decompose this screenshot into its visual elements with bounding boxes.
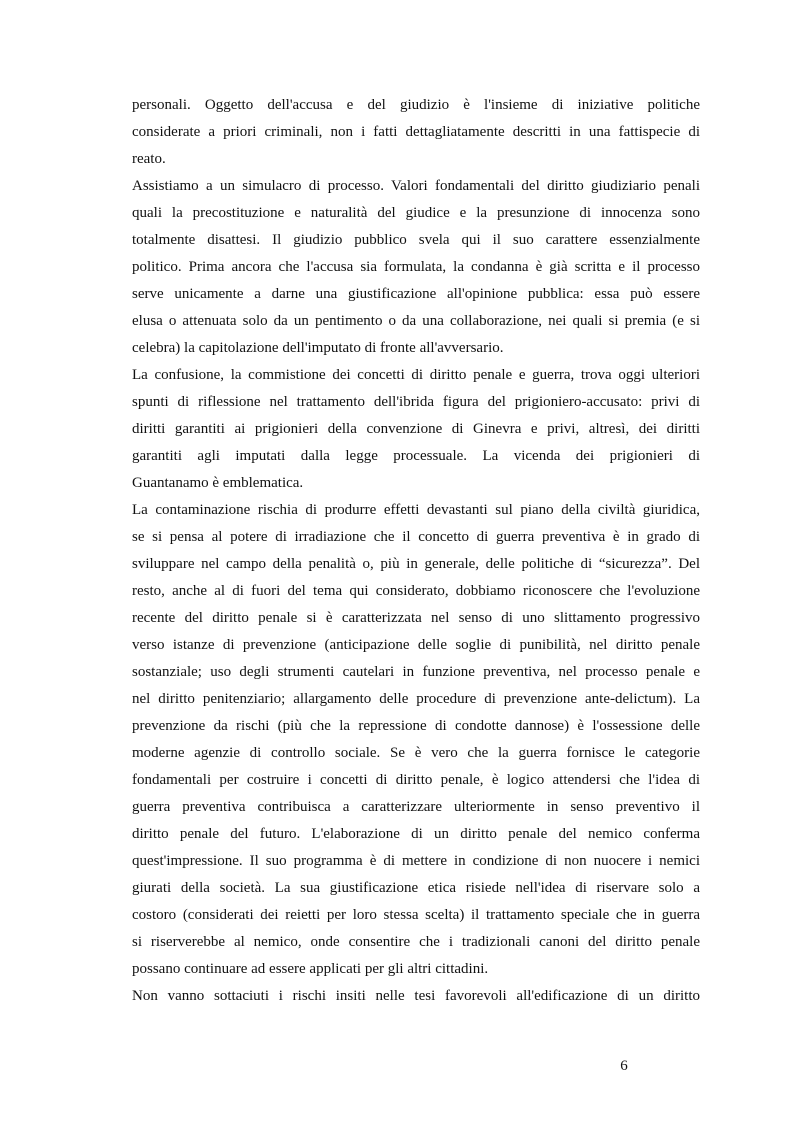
text-line: celebra) la capitolazione dell'imputato di fronte all'avversario. (132, 340, 504, 356)
document-body (132, 92, 700, 1010)
text-line: guerra preventiva contribuisca a caratterizzare ulteriormente in senso preventivo il (132, 799, 700, 815)
text-line: quali la precostituzione e naturalità del giudice e la presunzione di innocenza sono (132, 205, 700, 221)
text-line: giurati della società. La sua giustificazione etica risiede nell'idea di riservare solo a (132, 880, 700, 896)
text-line: prevenzione da rischi (più che la repressione di condotte dannose) è l'ossessione delle (132, 718, 700, 734)
text-line: si riserverebbe al nemico, onde consentire che i tradizionali canoni del diritto penale (132, 934, 700, 950)
page-number: 6 (620, 1058, 628, 1074)
text-line: considerate a priori criminali, non i fatti dettagliatamente descritti in una fattispecie di (132, 124, 700, 140)
text-line: reato. (132, 151, 166, 167)
text-line: moderne agenzie di controllo sociale. Se è vero che la guerra fornisce le categorie (132, 745, 700, 761)
text-line: garantiti agli imputati dalla legge processuale. La vicenda dei prigionieri di (132, 448, 700, 464)
text-line: se si pensa al potere di irradiazione che il concetto di guerra preventiva è in grado di (132, 529, 700, 545)
text-line: sostanziale; uso degli strumenti cautelari in funzione preventiva, nel processo penale e (132, 664, 700, 680)
text-line: Guantanamo è emblematica. (132, 475, 304, 491)
text-line: verso istanze di prevenzione (anticipazione delle soglie di punibilità, nel diritto penale (132, 637, 700, 653)
text-line: Non vanno sottaciuti i rischi insiti nelle tesi favorevoli all'edificazione di un diritto (132, 988, 700, 1004)
text-line: nel diritto penitenziario; allargamento delle procedure di prevenzione ante-delictum). La (132, 691, 700, 707)
text-line: La contaminazione rischia di produrre effetti devastanti sul piano della civiltà giuridica, (132, 502, 700, 518)
text-line: diritti garantiti ai prigionieri della convenzione di Ginevra e privi, altresì, dei diritti (132, 421, 700, 437)
paragraph-1 (132, 92, 700, 173)
text-line: fondamentali per costruire i concetti di diritto penale, è logico attendersi che l'idea di (132, 772, 700, 788)
text-line: personali. Oggetto dell'accusa e del giudizio è l'insieme di iniziative politiche (132, 97, 700, 113)
text-line: totalmente disattesi. Il giudizio pubblico svela qui il suo carattere essenzialmente (132, 232, 700, 248)
text-line: elusa o attenuata solo da un pentimento o da una collaborazione, nei quali si premia (e si (132, 313, 700, 329)
text-line: resto, anche al di fuori del tema qui considerato, dobbiamo riconoscere che l'evoluzione (132, 583, 700, 599)
text-line: serve unicamente a darne una giustificazione all'opinione pubblica: essa può essere (132, 286, 700, 302)
text-line: sviluppare nel campo della penalità o, più in generale, delle politiche di “sicurezza”. Del (132, 556, 700, 572)
text-line: politico. Prima ancora che l'accusa sia formulata, la condanna è già scritta e il processo (132, 259, 700, 275)
paragraph-4 (132, 497, 700, 983)
text-line: spunti di riflessione nel trattamento dell'ibrida figura del prigioniero-accusato: privi di (132, 394, 700, 410)
text-line: recente del diritto penale si è caratterizzata nel senso di uno slittamento progressivo (132, 610, 700, 626)
text-line: costoro (considerati dei reietti per loro stessa scelta) il trattamento speciale che in guerra (132, 907, 700, 923)
text-line: Assistiamo a un simulacro di processo. Valori fondamentali del diritto giudiziario penali (132, 178, 700, 194)
text-line: La confusione, la commistione dei concetti di diritto penale e guerra, trova oggi ulteriori (132, 367, 700, 383)
text-line: possano continuare ad essere applicati per gli altri cittadini. (132, 961, 489, 977)
paragraph-5 (132, 983, 700, 1010)
paragraph-2 (132, 173, 700, 362)
paragraph-3 (132, 362, 700, 497)
text-line: quest'impressione. Il suo programma è di mettere in condizione di non nuocere i nemici (132, 853, 700, 869)
text-line: diritto penale del futuro. L'elaborazione di un diritto penale del nemico conferma (132, 826, 700, 842)
